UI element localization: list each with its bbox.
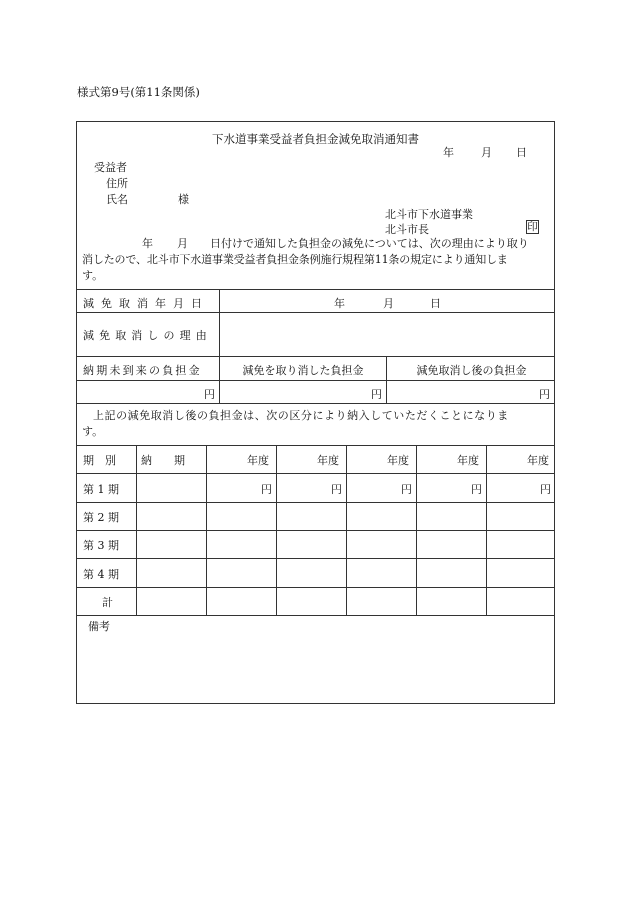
cancel-date-label: 減免取消年月日 (83, 297, 209, 310)
period-4-label: 第 4 期 (83, 568, 119, 581)
rule-5 (77, 403, 554, 404)
grid-col-3 (276, 445, 277, 615)
period-header: 期 別 (83, 454, 116, 467)
period-1-yen-1: 円 (261, 483, 272, 496)
cancel-date-day: 日 (430, 297, 441, 310)
body-line-1 (82, 236, 550, 252)
name-label: 氏名 (106, 193, 128, 206)
total-label: 計 (102, 596, 113, 609)
rule-11 (77, 587, 554, 588)
grid-col-6 (486, 445, 487, 615)
note-line-2: す。 (82, 425, 104, 438)
rule-3 (77, 356, 554, 357)
issue-date-year: 年 (443, 146, 454, 159)
fiscal-year-1: 年度 (247, 454, 269, 467)
grid-col-1 (136, 445, 137, 615)
body-line-3: す。 (82, 269, 104, 282)
notice-body (82, 236, 550, 284)
installment-note (82, 408, 550, 440)
unpaid-burden-yen: 円 (204, 388, 215, 401)
rule-4 (77, 380, 554, 381)
rule-1 (77, 289, 554, 290)
period-1-yen-3: 円 (401, 483, 412, 496)
cancelled-burden-yen: 円 (371, 388, 382, 401)
col-divider-a (219, 289, 220, 403)
remarks-label: 備考 (88, 620, 110, 633)
name-suffix: 様 (178, 193, 189, 206)
period-3-label: 第 3 期 (83, 539, 119, 552)
note-line-1: 上記の減免取消し後の負担金は、次の区分により納入していただくことになりま (93, 409, 509, 422)
notice-form (76, 121, 555, 704)
issue-date-month: 月 (481, 146, 492, 159)
fiscal-year-3: 年度 (387, 454, 409, 467)
form-number-label: 様式第9号(第11条関係) (77, 85, 200, 99)
issuer-title: 北斗市長 (385, 223, 429, 236)
rule-9 (77, 530, 554, 531)
body-text-line1: 日付けで通知した負担金の減免については、次の理由により取り (210, 237, 529, 250)
period-2-label: 第 2 期 (83, 511, 119, 524)
fiscal-year-4: 年度 (457, 454, 479, 467)
rule-2 (77, 312, 554, 313)
rule-10 (77, 558, 554, 559)
address-label: 住所 (106, 177, 128, 190)
seal-stamp: 印 (527, 221, 538, 233)
grid-col-4 (346, 445, 347, 615)
recipient-label: 受益者 (94, 161, 127, 174)
period-1-yen-5: 円 (540, 483, 551, 496)
cancelled-burden-header: 減免を取り消した負担金 (242, 364, 364, 377)
body-year: 年 (142, 237, 153, 250)
body-month: 月 (177, 237, 188, 250)
due-date-header: 納 期 (141, 454, 185, 467)
grid-col-2 (206, 445, 207, 615)
fiscal-year-2: 年度 (317, 454, 339, 467)
rule-8 (77, 502, 554, 503)
after-cancel-burden-header: 減免取消し後の負担金 (416, 364, 527, 377)
cancel-date-month: 月 (383, 297, 394, 310)
rule-7 (77, 473, 554, 474)
issue-date-day: 日 (516, 146, 527, 159)
period-1-yen-2: 円 (331, 483, 342, 496)
after-cancel-burden-yen: 円 (539, 388, 550, 401)
issuer-org: 北斗市下水道事業 (385, 208, 473, 221)
period-1-label: 第 1 期 (83, 483, 119, 496)
unpaid-burden-header: 納期未到来の負担金 (83, 364, 202, 377)
fiscal-year-5: 年度 (527, 454, 549, 467)
rule-12 (77, 615, 554, 616)
grid-col-5 (416, 445, 417, 615)
reason-label: 減免取消しの理由 (83, 329, 212, 342)
notice-title: 下水道事業受益者負担金減免取消通知書 (212, 132, 419, 146)
period-1-yen-4: 円 (471, 483, 482, 496)
cancel-date-year: 年 (334, 297, 345, 310)
rule-6 (77, 445, 554, 446)
body-line-2: 消したので、北斗市下水道事業受益者負担金条例施行規程第11条の規定により通知しま (82, 253, 508, 266)
